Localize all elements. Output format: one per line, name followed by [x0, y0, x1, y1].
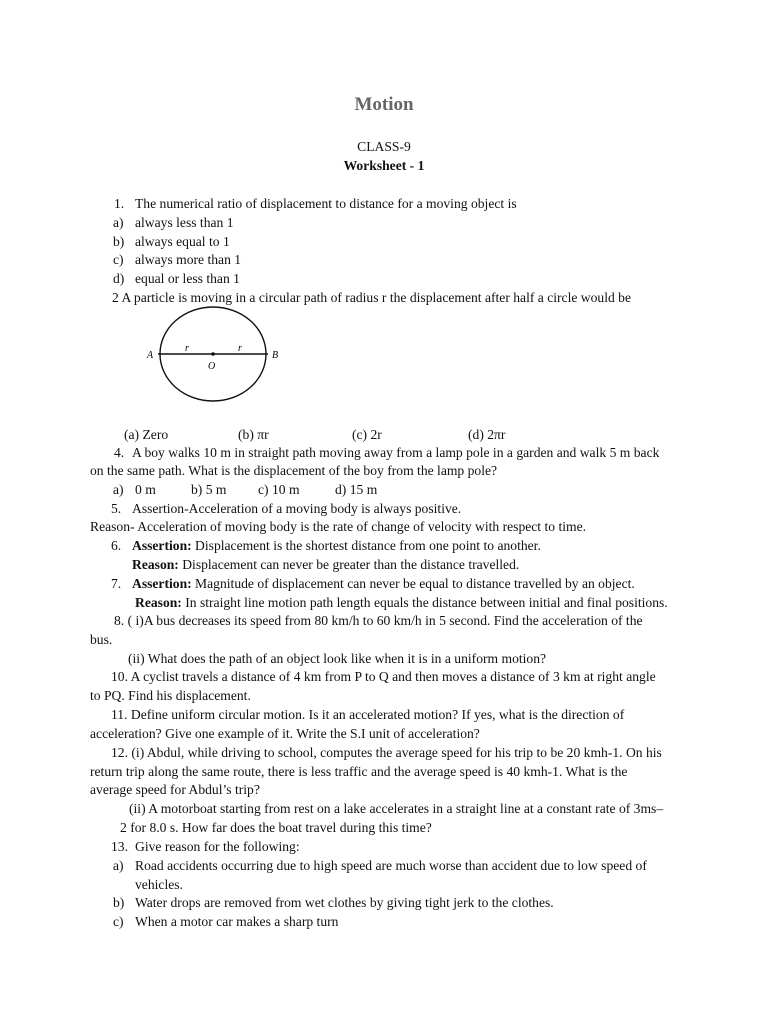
question-number: 5. [111, 501, 122, 516]
page-title: Motion [354, 94, 414, 115]
question-10-line1: 10. A cyclist travels a distance of 4 km from P to Q and then moves a distance of 3 km at right angle [111, 669, 656, 684]
question-4-line2: on the same path. What is the displacement of the boy from the lamp pole? [90, 463, 498, 478]
question-12-line5: 2 for 8.0 s. How far does the boat travel during this time? [120, 820, 432, 835]
circle-diagram [140, 305, 290, 415]
option-text: always less than 1 [135, 215, 234, 230]
option-text: always equal to 1 [135, 234, 230, 249]
option: (c) 2r [352, 427, 382, 442]
question-12-line2: return trip along the same route, there is less traffic and the average speed is 40 kmh-1. What is the [90, 764, 628, 779]
option: 0 m [135, 482, 156, 497]
question-7-assertion [132, 575, 635, 593]
option-text: equal or less than 1 [135, 271, 240, 286]
item-key: c) [113, 914, 124, 929]
assertion-text: Magnitude of displacement can never be equal to distance travelled by an object. [191, 576, 635, 591]
question-7-reason [135, 594, 668, 612]
question-8-line2: bus. [90, 632, 113, 647]
reason-label: Reason: [135, 595, 182, 610]
assertion-label: Assertion: [132, 538, 192, 553]
question-11-line2: acceleration? Give one example of it. Write the S.I unit of acceleration? [90, 726, 480, 741]
question-12-line3: average speed for Abdul’s trip? [90, 782, 260, 797]
option: (b) πr [238, 427, 269, 442]
question-number: 1. [114, 196, 125, 211]
option-key: d) [113, 271, 125, 286]
question-number: 4. [114, 445, 125, 460]
worksheet-label: Worksheet - 1 [343, 158, 425, 173]
center-point [211, 352, 215, 356]
option: d) 15 m [335, 482, 378, 497]
option-key: a) [113, 215, 124, 230]
option: (a) Zero [124, 427, 169, 442]
question-6-reason [132, 556, 519, 574]
question-5-assertion: Assertion-Acceleration of a moving body is always positive. [132, 501, 462, 516]
question-12-line1: 12. (i) Abdul, while driving to school, computes the average speed for his trip to be 20 kmh-1. On his [111, 745, 662, 760]
item-text: Road accidents occurring due to high speed are much worse than accident due to low speed of [135, 858, 647, 873]
question-number: 7. [111, 576, 122, 591]
question-4-line1: A boy walks 10 m in straight path moving away from a lamp pole in a garden and walk 5 m back [132, 445, 660, 460]
class-label: CLASS-9 [357, 139, 411, 154]
question-number: 6. [111, 538, 122, 553]
label-a: A [147, 350, 154, 361]
reason-text: Displacement can never be greater than the distance travelled. [178, 557, 520, 572]
item-text: When a motor car makes a sharp turn [135, 914, 339, 929]
question-11-line1: 11. Define uniform circular motion. Is it an accelerated motion? If yes, what is the direction of [111, 707, 625, 722]
label-r-left: r [185, 343, 189, 354]
question-13-text: Give reason for the following: [135, 839, 300, 854]
item-text-cont: vehicles. [135, 877, 183, 892]
option: b) 5 m [191, 482, 227, 497]
assertion-label: Assertion: [132, 576, 192, 591]
reason-label: Reason: [132, 557, 179, 572]
question-8-line1: 8. ( i)A bus decreases its speed from 80 km/h to 60 km/h in 5 second. Find the acceleration of the [114, 613, 643, 628]
option: (d) 2πr [468, 427, 506, 442]
question-2-text: 2 A particle is moving in a circular path of radius r the displacement after half a circle would be [112, 290, 632, 305]
item-key: a) [113, 858, 124, 873]
option-key: b) [113, 234, 125, 249]
question-5-reason: Reason- Acceleration of moving body is the rate of change of velocity with respect to time. [90, 519, 587, 534]
item-key: b) [113, 895, 125, 910]
question-10-line2: to PQ. Find his displacement. [90, 688, 251, 703]
item-text: Water drops are removed from wet clothes by giving tight jerk to the clothes. [135, 895, 554, 910]
label-b: B [272, 350, 279, 361]
assertion-text: Displacement is the shortest distance from one point to another. [191, 538, 541, 553]
question-number: 13. [111, 839, 128, 854]
question-12-line4: (ii) A motorboat starting from rest on a lake accelerates in a straight line at a constant rate of 3ms– [129, 801, 664, 816]
reason-text: In straight line motion path length equals the distance between initial and final positions. [181, 595, 668, 610]
label-o: O [208, 361, 216, 372]
question-8-line3: (ii) What does the path of an object look like when it is in a uniform motion? [128, 651, 547, 666]
question-6-assertion [132, 537, 541, 555]
option-key: a) [113, 482, 124, 497]
question-text: The numerical ratio of displacement to distance for a moving object is [135, 196, 517, 211]
label-r-right: r [238, 343, 242, 354]
option-text: always more than 1 [135, 252, 242, 267]
option: c) 10 m [258, 482, 300, 497]
option-key: c) [113, 252, 124, 267]
